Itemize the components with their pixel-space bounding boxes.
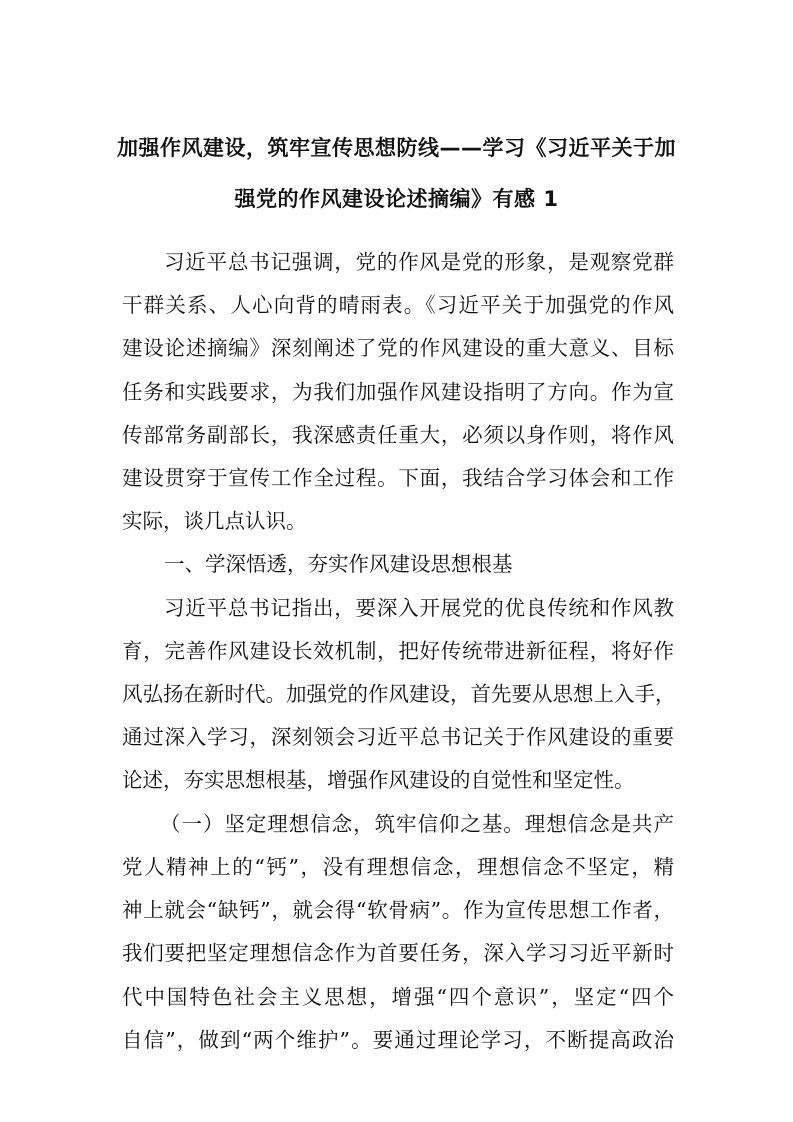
- paragraph-line: 育，完善作风建设长效机制，把好传统带进新征程，将好作: [122, 639, 674, 663]
- paragraph-line: 建设论述摘编》深刻阐述了党的作风建设的重大意义、目标: [122, 336, 674, 360]
- paragraph-line: 任务和实践要求，为我们加强作风建设指明了方向。作为宣: [122, 380, 674, 404]
- paragraph-line: 党人精神上的“钙”，没有理想信念，理想信念不坚定，精: [122, 855, 674, 879]
- paragraph-line: 习近平总书记强调，党的作风是党的形象，是观察党群: [164, 250, 674, 274]
- paragraph-line: 风弘扬在新时代。加强党的作风建设，首先要从思想上入手，: [122, 682, 676, 706]
- paragraph-line: 传部常务副部长，我深感责任重大，必须以身作则，将作风: [122, 423, 674, 447]
- paragraph-line: 我们要把坚定理想信念作为首要任务，深入学习习近平新时: [122, 941, 674, 965]
- paragraph-line: 论述，夯实思想根基，增强作风建设的自觉性和坚定性。: [122, 768, 635, 792]
- paragraph-line: 自信”，做到“两个维护”。要通过理论学习，不断提高政治: [122, 1028, 674, 1052]
- paragraph-line: 神上就会“缺钙”，就会得“软骨病”。作为宣传思想工作者，: [122, 898, 674, 922]
- document-title-line-2: 强党的作风建设论述摘编》有感 1: [234, 187, 559, 211]
- subsection-line: （一）坚定理想信念，筑牢信仰之基。理想信念是共产: [160, 812, 674, 836]
- section-heading: 一、学深悟透，夯实作风建设思想根基: [164, 552, 513, 576]
- paragraph-line: 通过深入学习，深刻领会习近平总书记关于作风建设的重要: [122, 725, 674, 749]
- paragraph-line: 建设贯穿于宣传工作全过程。下面，我结合学习体会和工作: [122, 466, 674, 490]
- paragraph-line: 实际，谈几点认识。: [122, 509, 307, 533]
- paragraph-line: 代中国特色社会主义思想，增强“四个意识”，坚定“四个: [122, 985, 674, 1009]
- paragraph-line: 习近平总书记指出，要深入开展党的优良传统和作风教: [164, 596, 674, 620]
- document-title-line-1: 加强作风建设，筑牢宣传思想防线——学习《习近平关于加: [117, 136, 676, 160]
- paragraph-line: 干群关系、人心向背的晴雨表。《习近平关于加强党的作风: [122, 293, 674, 317]
